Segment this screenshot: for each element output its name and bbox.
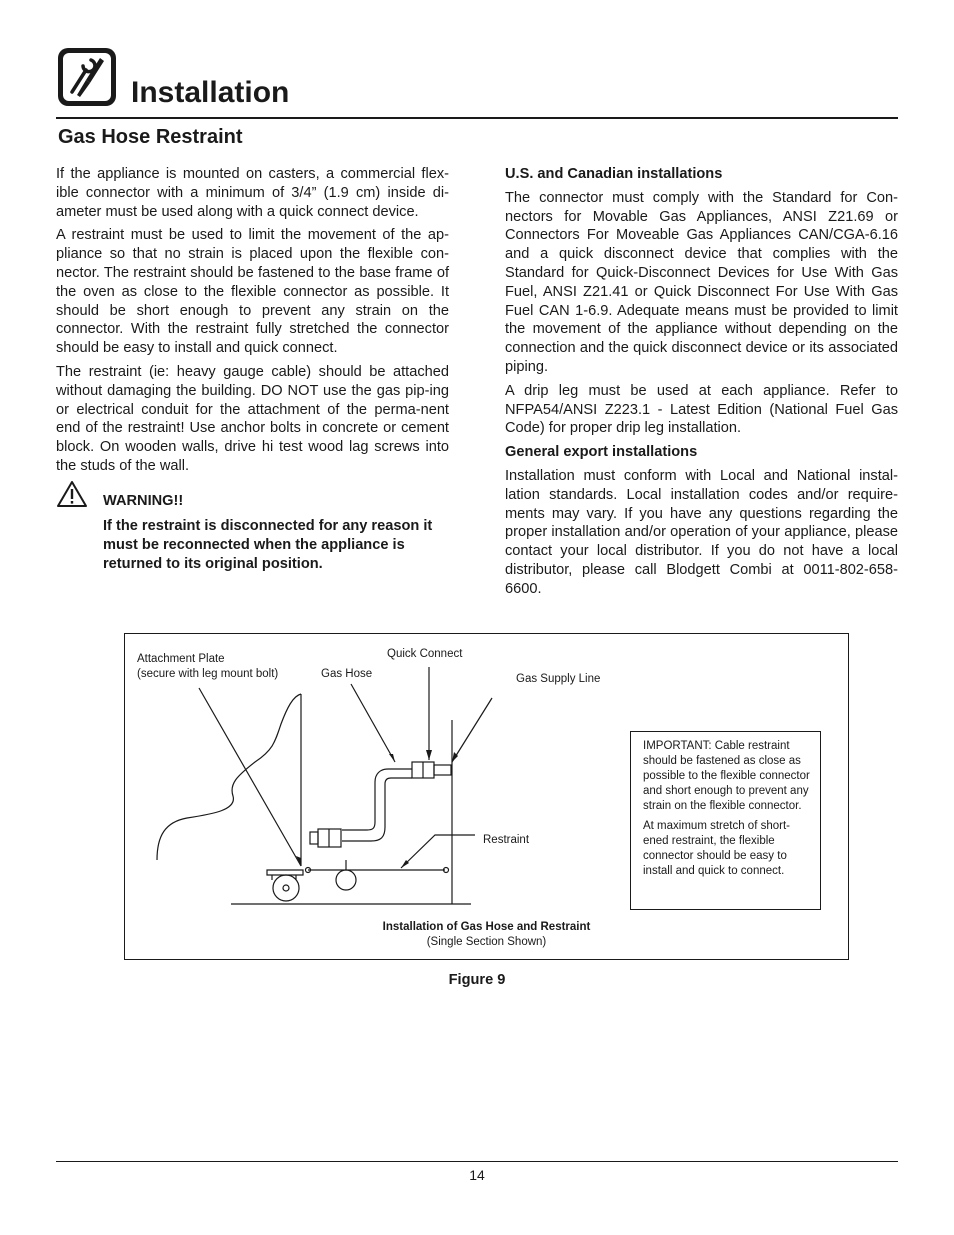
paragraph-attachment: The restraint (ie: heavy gauge cable) should be attached without damaging the building. DO NOT use the gas pip-ing or electrical conduit for the attachment of the perma-nent end of the restraint! Use anchor bolts in concrete or cement block. On wooden walls, drive hi test wood lag screws into the studs of the wall. xyxy=(56,363,449,474)
attachment-plate-label: Attachment Plate xyxy=(137,653,225,665)
important-note-box xyxy=(630,731,821,910)
paragraph-restraint: A restraint must be used to limit the movement of the ap-pliance so that no strain is placed upon the flexible con-nector. The restraint should be fastened to the base frame of the oven as close to the flexible connector as possible. It should be short enough to prevent any strain on the connector. With the restraint fully stretched the connector should be easy to install and quick connect. xyxy=(56,227,449,357)
important-note-1: IMPORTANT: Cable restraint should be fastened as close as possible to the flexible connector and short enough to prevent any strain on the flexible connector. xyxy=(643,740,810,812)
paragraph-drip-leg: A drip leg must be used at each appliance. Refer to NFPA54/ANSI Z223.1 - Latest Edition (National Fuel Gas Code) for proper drip leg installation. xyxy=(505,382,898,437)
paragraph-connector-standard: The connector must comply with the Standard for Con-nectors for Movable Gas Appliances, ANSI Z21.69 or Connectors For Moveable Gas Appliances CAN/CGA-6.16 and a quick disconnect device that complies with the Standard for Quick-Disconnect Devices for Use With Gas Fuel, ANSI Z21.41 or Quick Disconnect For Use With Gas Fuel CAN 1-6.9. Adequate means must be provided to limit the movement of the appliance without depending on the connection and the quick disconnect device or its associated piping. xyxy=(505,189,898,375)
warning-text: If the restraint is disconnected for any reason it must be reconnected when the appliance is returned to its original position. xyxy=(103,518,433,572)
left-column xyxy=(56,165,449,481)
page-title: Installation xyxy=(131,76,290,109)
export-heading: General export installations xyxy=(505,444,698,461)
paragraph-export: Installation must conform with Local and National instal-lation standards. Local installation codes and/or require-ments may vary. If you have any questions regarding the proper installation and/or operation of your appliance, please contact your local distributor. If you do not have a local distributor, please call Blodgett Combi at 0011-802-658-6600. xyxy=(505,467,898,597)
warning-title: WARNING!! xyxy=(103,493,184,509)
quick-connect-label: Quick Connect xyxy=(387,648,463,660)
gas-supply-line-label: Gas Supply Line xyxy=(516,673,601,685)
gas-hose-diagram xyxy=(124,633,849,960)
figure-caption: Figure 9 xyxy=(448,972,506,988)
paragraph-casters: If the appliance is mounted on casters, a commercial flex-ible connector with a minimum of 3/4” (1.9 cm) inside di-ameter must be used along with a quick connect device. xyxy=(56,166,449,220)
wrench-screwdriver-logo-icon xyxy=(56,46,118,108)
section-title: Gas Hose Restraint xyxy=(58,126,243,148)
footer-divider xyxy=(56,1161,898,1162)
attachment-plate-note: (secure with leg mount bolt) xyxy=(137,668,279,680)
important-note-2: At maximum stretch of short-ened restraint, the flexible connector should be easy to install and quick to connect. xyxy=(643,820,790,877)
diagram-caption-subtitle: (Single Section Shown) xyxy=(426,936,547,948)
diagram-caption-title: Installation of Gas Hose and Restraint xyxy=(382,921,591,933)
us-canadian-heading: U.S. and Canadian installations xyxy=(505,166,723,182)
title-divider xyxy=(56,117,898,119)
warning-triangle-icon xyxy=(56,480,88,508)
page-number: 14 xyxy=(469,1167,485,1183)
restraint-label: Restraint xyxy=(483,834,530,846)
gas-hose-label: Gas Hose xyxy=(321,668,373,680)
right-column xyxy=(505,165,898,604)
